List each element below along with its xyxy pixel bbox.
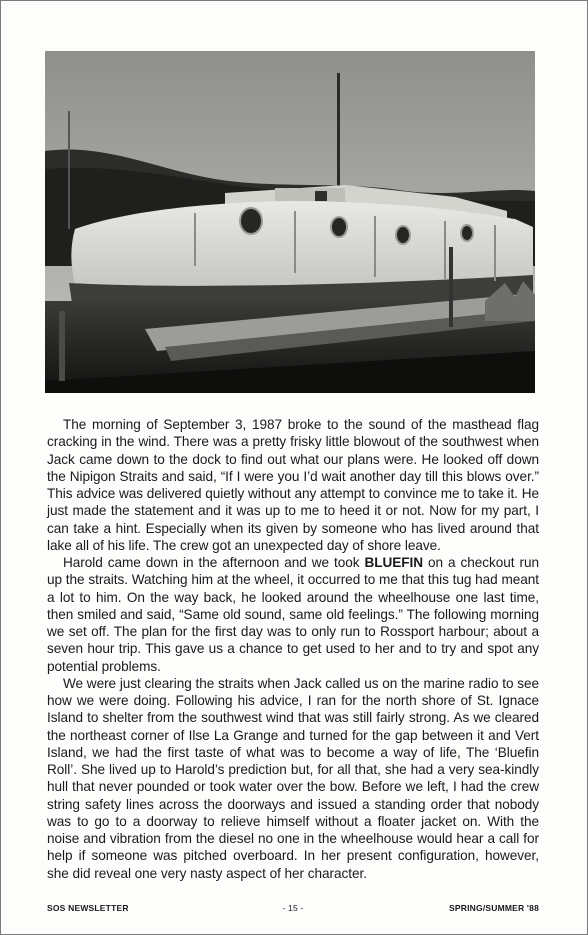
footer-publication: SOS NEWSLETTER: [47, 903, 129, 913]
boat-photo: [45, 51, 535, 393]
article-body: [47, 416, 539, 882]
paragraph-2-rest: on a checkout run up the straits. Watching him at the wheel, it occurred to me that this tug had meant a lot to him. On the way back, he looked around the wheelhouse one last time, then smiled and said, “Same old sound, same old feelings.” The following morning we set off. The plan for the first day was to only run to Rossport harbour; about a seven hour trip. This gave us a chance to get used to her and to try and spot any potential problems.: [47, 555, 539, 674]
paragraph-3: We were just clearing the straits when Jack called us on the marine radio to see how we were doing. Following his advice, I ran for the north shore of St. Ignace Island to shelter from the southwest wind that was still fairly strong. As we cleared the northeast corner of Ilse La Grange and turned for the gap between it and Vert Island, we had the first taste of what was to become a way of life, The ‘Bluefin Roll’. She lived up to Harold’s prediction but, for all that, she had a very sea-kindly hull that never pounded or took water over the bow. Before we left, I had the crew string safety lines across the doorways and issued a standing order that nobody was to go to a doorway to relieve himself without a floater jacket on. With the noise and vibration from the diesel no one in the wheelhouse would hear a call for help if someone was pitched overboard. In her present configuration, however, she did reveal one very nasty aspect of her character.: [47, 675, 539, 881]
footer-issue: SPRING/SUMMER '88: [449, 903, 539, 913]
paragraph-2-intro: Harold came down in the afternoon and we took: [63, 555, 365, 570]
footer-page-number: - 15 -: [282, 903, 304, 913]
paragraph-1: The morning of September 3, 1987 broke to the sound of the masthead flag cracking in the wind. There was a pretty frisky little blowout of the southwest when Jack came down to the dock to find out what our plans were. He looked off down the Nipigon Straits and said, “If I were you I’d wait another day till this blows over.” This advice was delivered quietly without any attempt to convince me to take it. He just made the statement and it was up to me to heed it or not. Now for my part, I can take a hint. Especially when its given by someone who has lived around that lake all of his life. The crew got an unexpected day of shore leave.: [47, 417, 539, 553]
paragraph-2: [47, 554, 539, 675]
boat-name: BLUEFIN: [364, 555, 424, 570]
page-footer: [47, 903, 539, 917]
